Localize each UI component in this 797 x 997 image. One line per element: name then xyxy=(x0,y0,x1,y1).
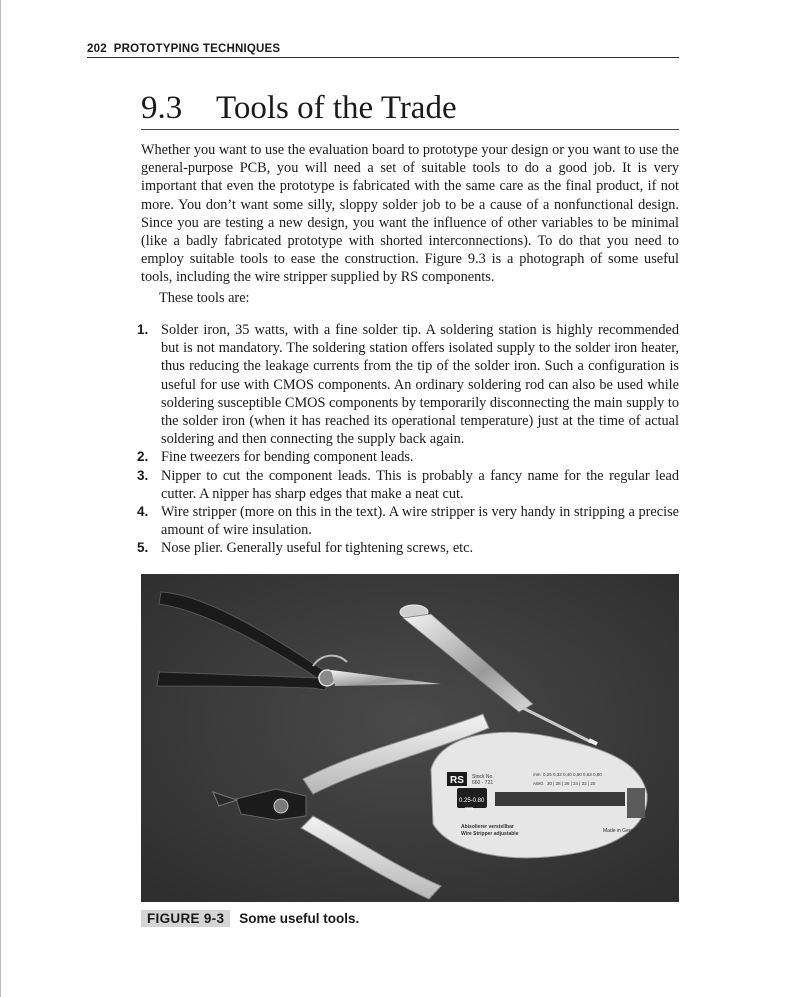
list-item xyxy=(137,503,679,539)
list-text: Nipper to cut the component leads. This is probably a fancy name for the regular lead cutter. A nipper has sharp edges that make a neat cut. xyxy=(161,467,679,502)
stripper-brand: RS xyxy=(450,775,464,786)
stripper-stock-number: 660 - 721 xyxy=(472,780,494,786)
list-number: 1. xyxy=(137,322,149,337)
stripper-awg-label: AWG xyxy=(533,781,544,786)
list-number: 2. xyxy=(137,449,149,465)
stripper-mm-scale: 0,25 0,32 0,40 0,50 0,63 0,80 xyxy=(543,772,602,777)
list-item xyxy=(137,467,679,503)
figure-caption xyxy=(141,908,359,928)
stripper-stock-label: Stock No. xyxy=(472,774,494,780)
stripper-label-en: Wire Stripper adjustable xyxy=(461,831,519,837)
tool-list xyxy=(137,321,679,558)
list-number: 5. xyxy=(137,540,149,556)
stripper-label-de: Abisolierer verstellbar xyxy=(461,824,514,830)
page-edge xyxy=(0,0,1,997)
list-text: Fine tweezers for bending component leads. xyxy=(161,449,414,466)
section-heading: Tools of the Trade xyxy=(216,90,457,126)
stripper-made-in: Made in Germany xyxy=(603,828,643,834)
chapter-title: PROTOTYPING TECHNIQUES xyxy=(113,43,281,55)
section-title xyxy=(141,88,679,130)
page-number: 202 xyxy=(87,43,107,55)
list-intro: These tools are: xyxy=(159,290,250,306)
stripper-window-value: 0.25-0.80 xyxy=(459,798,485,804)
stripper-mm-label: mm xyxy=(533,772,541,777)
figure-caption-text: Some useful tools. xyxy=(239,910,360,926)
body-paragraph: Whether you want to use the evaluation board to prototype your design or you want to use the general-purpose PCB, you will need a set of suitable tools to do a good job. It is very important that even the prototype is fabricated with the same care as the final product, if not more. You don’t want some silly, sloppy solder job to be a cause of a nonfunctional design. Since you are testing a new design, you want the influence of other variables to be minimal (like a badly fabricated prototype with shorted interconnections). To do that you need to employ suitable tools to ease the construction. Figure 9.3 is a photograph of some useful tools, including the wire stripper supplied by RS components. xyxy=(141,142,679,286)
list-item xyxy=(137,448,679,466)
list-item xyxy=(137,321,679,448)
list-item xyxy=(137,539,679,557)
list-text: Nose plier. Generally useful for tightening screws, etc. xyxy=(161,540,474,557)
figure-label: FIGURE 9-3 xyxy=(141,910,230,927)
stripper-window-unit: mm xyxy=(465,806,474,812)
list-number: 4. xyxy=(137,504,149,520)
section-number: 9.3 xyxy=(141,90,183,126)
running-head xyxy=(87,43,679,58)
list-text: Solder iron, 35 watts, with a fine solder tip. A soldering station is highly recommended but is not mandatory. The soldering station offers isolated supply to the solder iron heater, thus reducing the leakage currents from the tip of the solder iron. Such a configuration is useful for use with CMOS components. An ordinary soldering rod can also be used while soldering susceptible CMOS components by temporarily disconnecting the main supply to the solder iron (when it has reached its operational temperature) just at the time of actual soldering and then connecting the supply back again. xyxy=(161,322,679,448)
figure-photo xyxy=(141,574,679,902)
list-text: Wire stripper (more on this in the text). A wire stripper is very handy in stripping a precise amount of wire insulation. xyxy=(161,504,679,539)
tools-photo xyxy=(141,574,679,902)
stripper-awg-scale: 30 | 28 | 26 | 24 | 22 | 20 xyxy=(547,781,596,786)
list-number: 3. xyxy=(137,467,149,483)
